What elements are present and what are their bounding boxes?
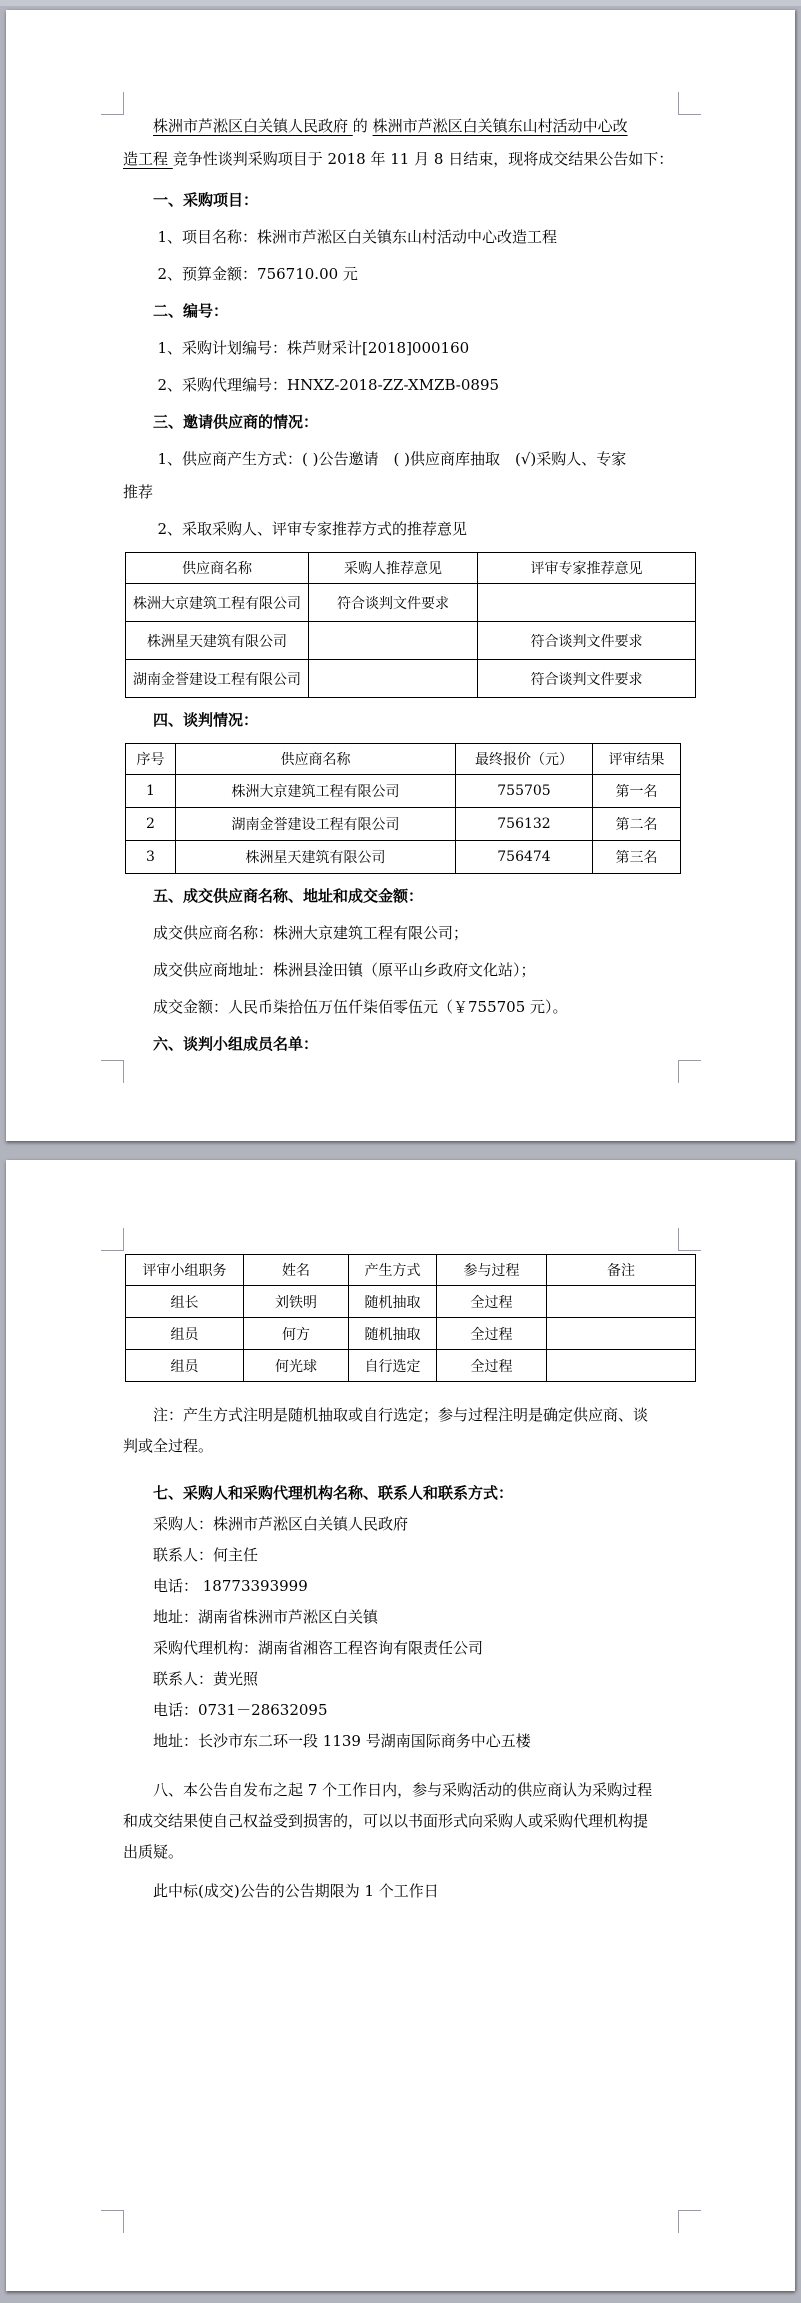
- table-cell: 湖南金誉建设工程有限公司: [176, 808, 456, 841]
- table-cell: 第一名: [593, 775, 681, 808]
- supplier-recommendation-table: [125, 552, 696, 698]
- crop-mark: [101, 1228, 124, 1251]
- section-8-line2: 和成交结果使自己权益受到损害的，可以以书面形式向采购人或采购代理机构提: [123, 1812, 649, 1830]
- project-name-item: 1、项目名称：株洲市芦淞区白关镇东山村活动中心改造工程: [157, 228, 558, 246]
- recommendation-item: 2、采取采购人、评审专家推荐方式的推荐意见: [157, 520, 468, 538]
- table-cell: 全过程: [437, 1350, 547, 1382]
- section-8-line3: 出质疑。: [123, 1843, 184, 1861]
- crop-mark: [678, 2210, 701, 2233]
- table-cell: 刘铁明: [244, 1286, 349, 1318]
- agency-line: 采购代理机构：湖南省湘咨工程咨询有限责任公司: [153, 1639, 484, 1657]
- table-cell: 1: [126, 775, 176, 808]
- note-paragraph: [123, 1400, 699, 1462]
- table-cell: 自行选定: [349, 1350, 437, 1382]
- table-cell: [309, 622, 478, 660]
- column-header: 供应商名称: [176, 744, 456, 775]
- table-cell: 株洲星天建筑有限公司: [126, 622, 309, 660]
- project-name-part1: 株洲市芦淞区白关镇东山村活动中心改: [372, 117, 628, 135]
- table-cell: 株洲大京建筑工程有限公司: [176, 775, 456, 808]
- table-cell: 何光球: [244, 1350, 349, 1382]
- table-cell: 株洲星天建筑有限公司: [176, 841, 456, 874]
- table-cell: 756474: [456, 841, 593, 874]
- table-row: [126, 584, 696, 622]
- intro-connector: 的: [352, 117, 373, 135]
- column-header: 备注: [547, 1255, 696, 1286]
- table-row: [126, 775, 681, 808]
- page-1-content: [6, 10, 795, 1061]
- table-cell: 组员: [126, 1318, 244, 1350]
- contact-line: 联系人：何主任: [153, 1546, 259, 1564]
- document-view: [0, 10, 801, 2291]
- table-cell: [547, 1318, 696, 1350]
- column-header: 产生方式: [349, 1255, 437, 1286]
- table-cell: 组长: [126, 1286, 244, 1318]
- table-cell: 全过程: [437, 1318, 547, 1350]
- plan-number-item: 1、采购计划编号：株芦财采计[2018]000160: [157, 339, 470, 357]
- intro-rest: 竞争性谈判采购项目于 2018 年 11 月 8 日结束，现将成交结果公告如下：: [172, 150, 674, 168]
- project-name-part2: 造工程: [123, 150, 173, 168]
- agency-number-item: 2、采购代理编号：HNXZ-2018-ZZ-XMZB-0895: [157, 376, 500, 394]
- crop-mark: [101, 1060, 124, 1083]
- table-cell: 随机抽取: [349, 1318, 437, 1350]
- table-row: [126, 1318, 696, 1350]
- page-gap: [0, 1141, 801, 1160]
- column-header: 评审结果: [593, 744, 681, 775]
- agency-address-line: 地址：长沙市东二环一段 1139 号湖南国际商务中心五楼: [153, 1732, 531, 1750]
- section-8-line1: 八、本公告自发布之起 7 个工作日内，参与采购活动的供应商认为采购过程: [153, 1781, 653, 1799]
- table-cell: 株洲大京建筑工程有限公司: [126, 584, 309, 622]
- table-cell: 随机抽取: [349, 1286, 437, 1318]
- address-line: 地址：湖南省株洲市芦淞区白关镇: [153, 1608, 379, 1626]
- table-cell: 符合谈判文件要求: [309, 584, 478, 622]
- deal-amount-line: 成交金额：人民币柒拾伍万伍仟柒佰零伍元（￥755705 元）。: [153, 998, 568, 1016]
- table-cell: 符合谈判文件要求: [478, 622, 696, 660]
- crop-mark: [678, 92, 701, 115]
- table-cell: 湖南金誉建设工程有限公司: [126, 660, 309, 698]
- negotiation-result-table: [125, 743, 681, 874]
- buyer-name: 株洲市芦淞区白关镇人民政府: [153, 117, 353, 135]
- table-cell: 第三名: [593, 841, 681, 874]
- table-row: [126, 841, 681, 874]
- review-panel-table: [125, 1254, 696, 1382]
- section-8-paragraph: [123, 1775, 699, 1868]
- page-2-content: [6, 1160, 795, 1907]
- agency-contact-line: 联系人：黄光照: [153, 1670, 259, 1688]
- closing-line: 此中标(成交)公告的公告期限为 1 个工作日: [153, 1882, 439, 1900]
- section-7-heading: 七、采购人和采购代理机构名称、联系人和联系方式：: [153, 1484, 514, 1502]
- section-5-heading: 五、成交供应商名称、地址和成交金额：: [153, 887, 424, 905]
- intro-paragraph: [123, 110, 699, 176]
- note-line1: 注：产生方式注明是随机抽取或自行选定；参与过程注明是确定供应商、谈: [153, 1406, 649, 1424]
- column-header: 姓名: [244, 1255, 349, 1286]
- phone-line: 电话： 18773393999: [153, 1577, 308, 1595]
- column-header: 采购人推荐意见: [309, 553, 478, 584]
- page-2: [6, 1160, 795, 2291]
- column-header: 评审小组职务: [126, 1255, 244, 1286]
- supplier-source-item: [123, 443, 699, 509]
- column-header: 评审专家推荐意见: [478, 553, 696, 584]
- supplier-source-line2: 推荐: [123, 483, 154, 501]
- window-top-strip: [0, 0, 801, 6]
- crop-mark: [678, 1228, 701, 1251]
- column-header: 序号: [126, 744, 176, 775]
- table-header-row: [126, 744, 681, 775]
- crop-mark: [101, 92, 124, 115]
- column-header: 供应商名称: [126, 553, 309, 584]
- section-6-heading: 六、谈判小组成员名单：: [153, 1035, 319, 1053]
- table-row: [126, 622, 696, 660]
- table-cell: [547, 1286, 696, 1318]
- table-cell: 第二名: [593, 808, 681, 841]
- section-1-heading: 一、采购项目：: [153, 191, 259, 209]
- section-4-heading: 四、谈判情况：: [153, 711, 259, 729]
- winner-address-line: 成交供应商地址：株洲县淦田镇（原平山乡政府文化站）；: [153, 961, 536, 979]
- table-cell: [309, 660, 478, 698]
- budget-item: 2、预算金额：756710.00 元: [157, 265, 358, 283]
- winner-name-line: 成交供应商名称：株洲大京建筑工程有限公司；: [153, 924, 469, 942]
- note-line2: 判或全过程。: [123, 1437, 214, 1455]
- table-cell: [547, 1350, 696, 1382]
- table-header-row: [126, 1255, 696, 1286]
- supplier-source-line1: 1、供应商产生方式：( )公告邀请 ( )供应商库抽取 (√)采购人、专家: [157, 450, 627, 468]
- table-row: [126, 808, 681, 841]
- section-3-heading: 三、邀请供应商的情况：: [153, 413, 319, 431]
- page-1: [6, 10, 795, 1141]
- table-cell: 何方: [244, 1318, 349, 1350]
- table-cell: 全过程: [437, 1286, 547, 1318]
- purchaser-line: 采购人：株洲市芦淞区白关镇人民政府: [153, 1515, 409, 1533]
- column-header: 最终报价（元）: [456, 744, 593, 775]
- crop-mark: [101, 2210, 124, 2233]
- table-cell: 组员: [126, 1350, 244, 1382]
- table-row: [126, 1350, 696, 1382]
- column-header: 参与过程: [437, 1255, 547, 1286]
- table-cell: [478, 584, 696, 622]
- agency-phone-line: 电话：0731－28632095: [153, 1701, 328, 1719]
- table-cell: 755705: [456, 775, 593, 808]
- table-header-row: [126, 553, 696, 584]
- table-row: [126, 1286, 696, 1318]
- crop-mark: [678, 1060, 701, 1083]
- table-cell: 符合谈判文件要求: [478, 660, 696, 698]
- table-cell: 3: [126, 841, 176, 874]
- table-row: [126, 660, 696, 698]
- table-cell: 2: [126, 808, 176, 841]
- section-2-heading: 二、编号：: [153, 302, 229, 320]
- table-cell: 756132: [456, 808, 593, 841]
